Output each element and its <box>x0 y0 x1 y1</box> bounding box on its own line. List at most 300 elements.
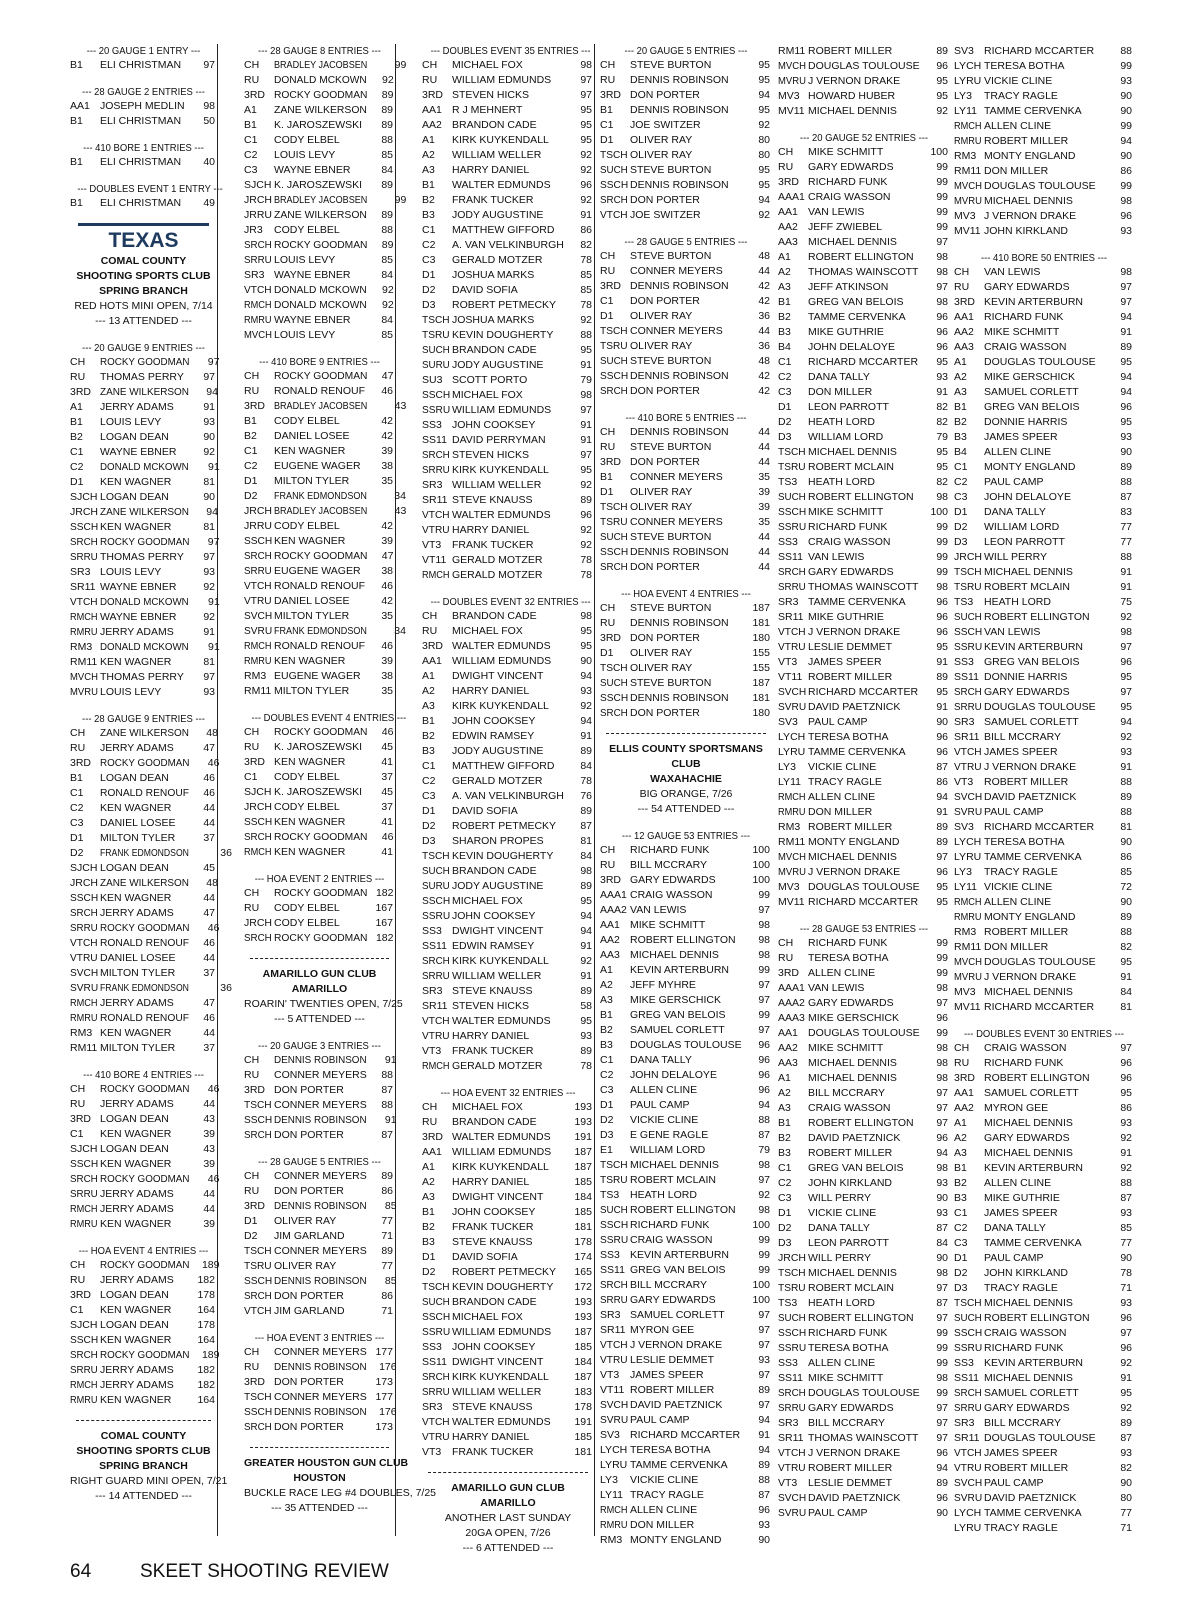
name-text: JERRY ADAMS <box>100 742 174 754</box>
name-text: JOSEPH MEDLIN <box>100 100 185 112</box>
class-label <box>600 933 630 948</box>
class-text: AA1 <box>954 1087 974 1099</box>
class-label <box>778 104 808 119</box>
result-row <box>600 118 772 133</box>
name-text: WALTER EDMUNDS <box>452 1416 551 1428</box>
class-label <box>244 519 274 534</box>
class-text: C3 <box>778 386 792 398</box>
shooter-name <box>452 1430 568 1445</box>
class-label <box>954 910 984 925</box>
class-label <box>600 1248 630 1263</box>
event-block <box>244 355 407 699</box>
name-text: ROBERT MCLAIN <box>808 1282 894 1294</box>
result-row <box>600 601 772 616</box>
name-text: JEFF MYHRE <box>630 979 696 991</box>
class-text: AA1 <box>778 1027 798 1039</box>
result-row <box>954 370 1134 385</box>
name-text: MICHAEL DENNIS <box>630 949 719 961</box>
class-label <box>244 208 274 223</box>
class-text: VTRU <box>70 952 98 964</box>
shooter-name <box>452 133 568 148</box>
shooter-name <box>984 955 1108 970</box>
score: 96 <box>936 1012 948 1024</box>
shooter-name <box>808 1461 924 1476</box>
class-label <box>954 505 984 520</box>
shooter-name <box>808 220 924 235</box>
class-text: SSCH <box>70 1158 99 1170</box>
class-label <box>244 564 274 579</box>
class-text: RU <box>600 617 616 629</box>
shooter-name <box>274 223 369 238</box>
class-label <box>600 1113 630 1128</box>
result-row <box>778 730 950 745</box>
name-text: DON PORTER <box>630 632 700 644</box>
result-row <box>600 1503 772 1518</box>
class-text: RM3 <box>244 670 267 682</box>
shooter-name <box>630 1293 746 1308</box>
score: 95 <box>936 356 948 368</box>
score: 98 <box>936 982 948 994</box>
result-row <box>70 1333 217 1348</box>
class-label <box>778 1326 808 1341</box>
shooter-name <box>984 940 1108 955</box>
name-text: DONNIE HARRIS <box>984 671 1068 683</box>
shooter-name <box>452 163 568 178</box>
class-label <box>600 1533 630 1548</box>
shooter-name <box>984 104 1108 119</box>
shooter-name <box>808 325 924 340</box>
result-row <box>70 625 217 640</box>
score: 85 <box>381 254 393 266</box>
result-row <box>70 580 217 595</box>
class-text: A1 <box>422 670 435 682</box>
class-label <box>954 415 984 430</box>
shooter-name <box>984 119 1108 134</box>
class-label <box>422 1250 452 1265</box>
result-row <box>778 355 950 370</box>
result-row <box>70 1112 217 1127</box>
name-text: ROBERT ELLINGTON <box>808 1117 914 1129</box>
class-label <box>600 616 630 631</box>
result-row <box>70 610 217 625</box>
shooter-name <box>274 1083 369 1098</box>
score: 97 <box>1120 1042 1132 1054</box>
score: 98 <box>936 1162 948 1174</box>
shooter-name <box>630 1503 746 1518</box>
score: 98 <box>758 919 770 931</box>
score: 93 <box>1120 1117 1132 1129</box>
class-text: CH <box>244 726 260 738</box>
event-header: --- 20 GAUGE 52 ENTRIES --- <box>799 132 929 144</box>
result-row <box>600 843 772 858</box>
result-row <box>954 445 1134 460</box>
score: 96 <box>936 626 948 638</box>
class-text: B2 <box>422 1221 435 1233</box>
class-label <box>600 58 630 73</box>
class-text: 3RD <box>244 89 266 101</box>
name-text: RICHARD FUNK <box>984 1342 1064 1354</box>
result-row <box>70 1026 217 1041</box>
class-label <box>600 118 630 133</box>
result-row <box>778 936 950 951</box>
class-text: SVRU <box>244 625 273 637</box>
score: 81 <box>203 521 215 533</box>
class-label <box>70 996 100 1011</box>
class-label <box>778 74 808 89</box>
score: 95 <box>936 881 948 893</box>
score: 91 <box>1120 761 1132 773</box>
shooter-name <box>630 1353 746 1368</box>
score: 43 <box>394 400 407 412</box>
name-text: LOUIS LEVY <box>274 254 336 266</box>
class-label <box>422 358 452 373</box>
score: 47 <box>203 907 215 919</box>
result-row <box>600 88 772 103</box>
name-text: BRADLEY JACOBSEN <box>274 505 368 517</box>
shooter-name <box>984 224 1108 239</box>
class-label <box>954 595 984 610</box>
class-text: RMRU <box>70 1394 98 1406</box>
result-row <box>954 1281 1134 1296</box>
class-text: SS11 <box>778 551 803 563</box>
class-label <box>600 384 630 399</box>
name-text: KIRK KUYKENDALL <box>452 1371 549 1383</box>
score: 46 <box>203 937 216 949</box>
class-label <box>778 385 808 400</box>
class-text: B3 <box>954 1192 967 1204</box>
name-text: HARRY DANIEL <box>452 1176 530 1188</box>
shooter-name <box>984 1446 1108 1461</box>
class-text: RU <box>600 74 616 86</box>
result-row <box>244 740 395 755</box>
name-text: RONALD RENOUF <box>274 385 366 397</box>
result-row <box>954 550 1134 565</box>
class-text: C2 <box>422 239 436 251</box>
name-text: KEN WAGNER <box>100 1334 172 1346</box>
name-text: VICKIE CLINE <box>984 881 1053 893</box>
result-row <box>422 403 594 418</box>
result-row <box>600 963 772 978</box>
name-text: OLIVER RAY <box>630 340 693 352</box>
shooter-name <box>630 1203 746 1218</box>
result-row <box>778 1221 950 1236</box>
shooter-name <box>452 1029 568 1044</box>
class-text: A2 <box>422 149 435 161</box>
result-row <box>422 1370 594 1385</box>
class-text: B1 <box>422 715 435 727</box>
class-text: A3 <box>600 994 613 1006</box>
result-row <box>778 715 950 730</box>
class-label <box>244 1053 274 1068</box>
event-block <box>70 712 232 1056</box>
score: 93 <box>1120 746 1132 758</box>
name-text: TRACY RAGLE <box>808 776 882 788</box>
class-label <box>244 1289 274 1304</box>
class-text: RU <box>244 1185 260 1197</box>
class-text: SRCH <box>244 932 272 944</box>
score: 46 <box>381 640 393 652</box>
class-text: AAA2 <box>778 997 805 1009</box>
class-label <box>954 700 984 715</box>
class-label <box>954 565 984 580</box>
result-row <box>244 1375 395 1390</box>
result-row <box>778 1461 950 1476</box>
shooter-name <box>274 178 369 193</box>
result-row <box>600 384 772 399</box>
shooter-name <box>984 550 1108 565</box>
name-text: BRADLEY JACOBSEN <box>274 59 368 71</box>
result-row <box>422 1029 594 1044</box>
shooter-name <box>274 725 369 740</box>
class-text: SR11 <box>422 1000 448 1012</box>
class-text: D2 <box>778 1222 792 1234</box>
name-text: ROBERT PETMECKY <box>452 820 557 832</box>
class-text: JRCH <box>954 551 982 563</box>
class-label <box>778 44 808 59</box>
result-row <box>600 1263 772 1278</box>
class-label <box>778 996 808 1011</box>
result-row <box>422 729 594 744</box>
result-row <box>778 190 950 205</box>
result-row <box>954 715 1134 730</box>
score: 86 <box>381 1290 393 1302</box>
class-text: LY3 <box>954 90 972 102</box>
result-row <box>244 328 395 343</box>
score: 86 <box>580 224 592 236</box>
shooter-name <box>808 655 924 670</box>
result-row <box>954 1506 1134 1521</box>
result-row <box>778 1026 950 1041</box>
score: 96 <box>758 1504 770 1516</box>
class-text: A3 <box>422 1191 435 1203</box>
name-text: RICHARD FUNK <box>808 1327 888 1339</box>
class-text: 3RD <box>422 89 444 101</box>
class-text: D1 <box>778 401 792 413</box>
shooter-name <box>808 44 924 59</box>
class-text: SSCH <box>70 892 99 904</box>
result-row <box>244 1274 395 1289</box>
result-row <box>954 895 1134 910</box>
class-label <box>778 280 808 295</box>
score: 86 <box>1120 1102 1132 1114</box>
class-text: VTRU <box>600 1354 628 1366</box>
result-row <box>600 425 772 440</box>
shooter-name <box>984 1131 1108 1146</box>
shooter-name <box>984 505 1108 520</box>
result-row <box>244 489 406 504</box>
class-text: AA3 <box>778 236 798 248</box>
shoot-info-line: --- 5 ATTENDED --- <box>274 1013 365 1025</box>
class-label <box>778 1056 808 1071</box>
score: 89 <box>381 104 393 116</box>
score: 92 <box>580 479 592 491</box>
result-row <box>954 1191 1134 1206</box>
name-text: BILL MCCRARY <box>630 1279 708 1291</box>
name-text: DON PORTER <box>274 1421 344 1433</box>
class-text: JR3 <box>244 224 263 236</box>
class-text: SJCH <box>244 786 272 798</box>
result-row <box>244 1304 395 1319</box>
class-label <box>778 1146 808 1161</box>
class-text: AA3 <box>778 1057 798 1069</box>
result-row <box>244 519 395 534</box>
result-row <box>70 846 232 861</box>
result-row <box>70 786 217 801</box>
class-label <box>422 699 452 714</box>
class-text: C1 <box>70 787 84 799</box>
class-label <box>600 1473 630 1488</box>
class-text: B1 <box>244 415 257 427</box>
class-text: A1 <box>422 1161 435 1173</box>
class-label <box>600 691 630 706</box>
name-text: HARRY DANIEL <box>452 1431 530 1443</box>
class-text: A1 <box>70 401 83 413</box>
class-label <box>422 1265 452 1280</box>
name-text: WAYNE EBNER <box>100 446 177 458</box>
score: 97 <box>936 1087 948 1099</box>
name-text: FRANK EDMONDSON <box>274 490 367 502</box>
class-label <box>954 970 984 985</box>
score: 96 <box>936 611 948 623</box>
shooter-name <box>452 238 568 253</box>
class-text: SSRU <box>778 521 807 533</box>
result-row <box>422 148 594 163</box>
event-header: --- DOUBLES EVENT 32 ENTRIES --- <box>430 596 591 608</box>
result-row <box>244 639 395 654</box>
score: 34 <box>394 625 406 637</box>
score: 181 <box>574 1221 592 1233</box>
class-text: SVRU <box>954 1492 983 1504</box>
score: 92 <box>381 299 394 311</box>
class-label <box>244 654 274 669</box>
score: 97 <box>758 1399 770 1411</box>
result-row <box>422 1310 594 1325</box>
score: 89 <box>936 836 948 848</box>
score: 91 <box>203 401 215 413</box>
name-text: STEVE BURTON <box>630 59 712 71</box>
class-label <box>778 850 808 865</box>
result-row <box>954 1116 1134 1131</box>
score: 95 <box>936 641 948 653</box>
class-label <box>600 1293 630 1308</box>
event-block <box>70 44 217 73</box>
score: 85 <box>1120 1222 1132 1234</box>
name-text: THOMAS PERRY <box>100 371 184 383</box>
name-text: DONNIE HARRIS <box>984 416 1068 428</box>
club-name-line: CLUB <box>671 758 701 770</box>
result-row <box>422 118 594 133</box>
name-text: JAMES SPEER <box>984 431 1058 443</box>
score: 92 <box>580 164 592 176</box>
name-text: R J MEHNERT <box>452 104 523 116</box>
shooter-name <box>452 1044 568 1059</box>
result-row <box>70 655 217 670</box>
score: 39 <box>381 445 393 457</box>
shooter-name <box>100 1288 191 1303</box>
score: 92 <box>580 539 592 551</box>
class-label <box>954 400 984 415</box>
result-row <box>600 1158 772 1173</box>
name-text: JERRY ADAMS <box>100 997 174 1009</box>
name-text: DON PORTER <box>274 1185 344 1197</box>
score: 181 <box>752 617 770 629</box>
shooter-name <box>984 475 1108 490</box>
result-row <box>600 530 772 545</box>
class-text: C2 <box>778 1177 792 1189</box>
class-text: RU <box>244 1361 260 1373</box>
shooter-name <box>452 954 568 969</box>
name-text: WALTER EDMUNDS <box>452 509 551 521</box>
class-label <box>778 745 808 760</box>
name-text: DAVID SOFIA <box>452 1251 518 1263</box>
name-text: CODY ELBEL <box>274 917 340 929</box>
shooter-name <box>630 440 746 455</box>
class-label <box>954 134 984 149</box>
class-label <box>954 1101 984 1116</box>
class-label <box>244 369 274 384</box>
result-row <box>954 1371 1134 1386</box>
name-text: PAUL CAMP <box>630 1099 690 1111</box>
name-text: VAN LEWIS <box>984 266 1041 278</box>
class-label <box>70 891 100 906</box>
name-text: RICHARD MCCARTER <box>984 821 1095 833</box>
result-row <box>778 1431 950 1446</box>
class-text: SSCH <box>600 179 629 191</box>
club-heading <box>244 958 403 1027</box>
class-label <box>70 640 100 655</box>
name-text: JERRY ADAMS <box>100 1098 174 1110</box>
name-text: JERRY ADAMS <box>100 626 174 638</box>
shooter-name <box>274 444 369 459</box>
class-text: VT11 <box>778 671 803 683</box>
shooter-name <box>630 616 746 631</box>
result-row <box>600 440 772 455</box>
class-label <box>600 978 630 993</box>
class-label <box>778 430 808 445</box>
name-text: RICHARD FUNK <box>984 1057 1064 1069</box>
shooter-name <box>808 1386 924 1401</box>
shooter-name <box>630 1368 746 1383</box>
score: 85 <box>580 284 592 296</box>
class-label <box>778 805 808 820</box>
class-text: RMRU <box>70 1218 98 1230</box>
class-label <box>600 369 630 384</box>
shooter-name <box>984 1371 1108 1386</box>
score: 96 <box>758 1054 770 1066</box>
score: 82 <box>1120 1462 1132 1474</box>
score: 97 <box>203 551 215 563</box>
shooter-name <box>808 385 924 400</box>
class-text: C3 <box>954 1237 968 1249</box>
event-block <box>600 411 772 575</box>
shooter-name <box>100 741 191 756</box>
class-text: D2 <box>244 1230 258 1242</box>
class-label <box>244 429 274 444</box>
score: 89 <box>580 805 592 817</box>
score: 88 <box>758 1114 770 1126</box>
name-text: SAMUEL CORLETT <box>984 716 1079 728</box>
name-text: VICKIE CLINE <box>630 1114 699 1126</box>
score: 99 <box>1120 120 1132 132</box>
class-label <box>422 849 452 864</box>
name-text: JOHN KIRKLAND <box>984 1267 1069 1279</box>
class-text: SS11 <box>422 940 447 952</box>
name-text: JEFF ATKINSON <box>808 281 889 293</box>
shooter-name <box>100 981 208 996</box>
shooter-name <box>630 425 746 440</box>
score: 82 <box>936 476 948 488</box>
result-row <box>954 1206 1134 1221</box>
